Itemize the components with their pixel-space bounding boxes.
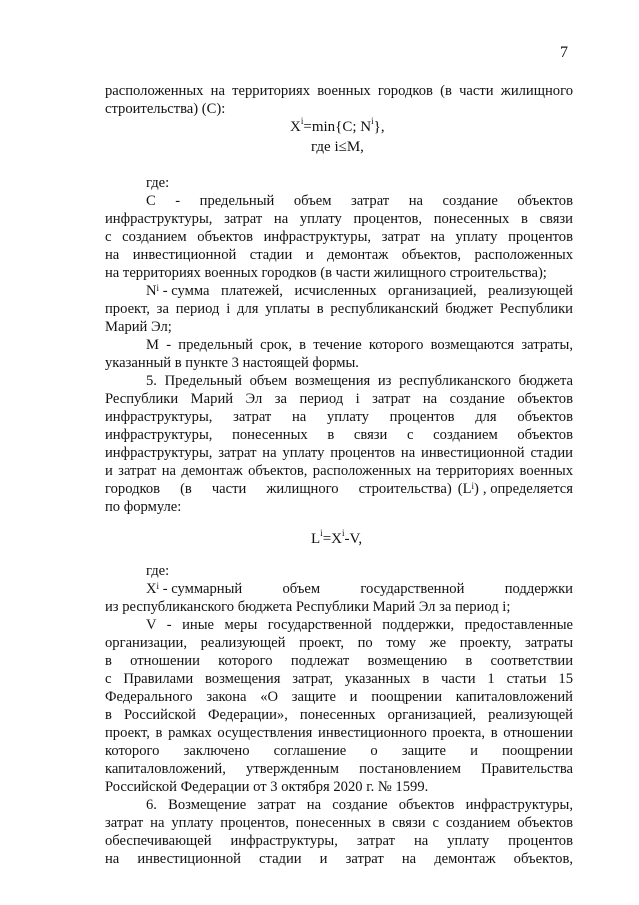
- formula-end: },: [373, 119, 385, 135]
- page-number: 7: [560, 44, 568, 61]
- text-line: V - иные меры государственной поддержки, предоставленные: [146, 617, 573, 633]
- text-line: организации, реализующей проект, по тому же проекту, затраты: [105, 635, 573, 651]
- text-line: инфраструктуры, затрат на уплату процентов на инвестиционной стадии: [105, 445, 573, 461]
- text-line: на инвестиционной стадии и затрат на демонтаж объектов,: [105, 851, 573, 867]
- formula-sup: i: [156, 581, 160, 591]
- text-line: Российской Федерации от 3 октября 2020 г. № 1599.: [105, 779, 429, 795]
- text-line: в отношении которого подлежат возмещению в соответствии: [105, 653, 573, 669]
- text-line: M - предельный срок, в течение которого возмещаются затраты,: [146, 337, 573, 353]
- text-line: где:: [146, 175, 170, 191]
- text-line: с Правилами возмещения затрат, указанных в части 1 статьи 15: [105, 671, 573, 687]
- formula-sup: i: [300, 116, 304, 126]
- text-line: [105, 480, 573, 498]
- text-line: указанный в пункте 3 настоящей формы.: [105, 355, 359, 371]
- text-line: по формуле:: [105, 499, 182, 515]
- text-line: на территориях военных городков (в части жилищного строительства);: [105, 265, 547, 281]
- symbol: (L: [457, 481, 472, 497]
- formula-rhs: =min{C; N: [303, 119, 372, 135]
- text-line: инфраструктуры, понесенных в связи с созданием объектов: [105, 427, 573, 443]
- text-line: затрат на уплату процентов, понесенных в связи с созданием объектов: [105, 815, 573, 831]
- text-line: Республики Марий Эл за период i затрат на создание объектов: [105, 391, 573, 407]
- text-line: Федерального закона «О защите и поощрении капиталовложений: [105, 689, 573, 705]
- text-line: которого заключено соглашение о защите и поощрении: [105, 743, 573, 759]
- text-line: 5. Предельный объем возмещения из республиканского бюджета: [146, 373, 573, 389]
- text-line: инфраструктуры, затрат на уплату процентов для объектов: [105, 409, 573, 425]
- text-span: , определяется: [482, 481, 573, 497]
- text-span: сумма платежей, исчисленных организацией, реализующей: [171, 283, 573, 299]
- text-span: городков (в части жилищного строительства): [105, 481, 452, 497]
- formula-end: -V,: [344, 531, 363, 547]
- symbol: N: [146, 283, 157, 299]
- formula-condition: где i≤M,: [311, 139, 364, 155]
- text-line: в Российской Федерации», понесенных организацией, реализующей: [105, 707, 573, 723]
- formula-sup: i: [320, 528, 323, 538]
- formula-sup: i: [156, 283, 160, 293]
- symbol: -: [159, 581, 172, 597]
- text-span: суммарный объем государственной поддержки: [171, 581, 573, 597]
- text-line: строительства) (C):: [105, 101, 226, 117]
- text-line: проект, в рамках осуществления инвестиционного проекта, в отношении: [105, 725, 573, 741]
- text-line: где:: [146, 563, 170, 579]
- text-line: инфраструктуры, затрат на уплату процентов, понесенных в связи: [105, 211, 573, 227]
- text-line: [146, 282, 573, 300]
- formula-mid: =X: [322, 531, 342, 547]
- text-line: проект, за период i для уплаты в республиканский бюджет Республики: [105, 301, 573, 317]
- formula-sup: i: [471, 481, 475, 491]
- formula-lhs: X: [290, 119, 301, 135]
- formula-sup: i: [371, 116, 374, 126]
- text-line: и затрат на демонтаж объектов, расположенных на территориях военных: [105, 463, 573, 479]
- symbol: -: [159, 283, 172, 299]
- symbol: X: [146, 581, 157, 597]
- text-line: на инвестиционной стадии и демонтаж объектов, расположенных: [105, 247, 573, 263]
- symbol: ): [474, 481, 479, 497]
- formula-x: [290, 116, 385, 136]
- text-line: обеспечивающей инфраструктуры, затрат на уплату процентов: [105, 833, 573, 849]
- text-line: расположенных на территориях военных городков (в части жилищного: [105, 83, 573, 99]
- text-line: C - предельный объем затрат на создание объектов: [146, 193, 573, 209]
- text-line: Марий Эл;: [105, 319, 172, 335]
- text-line: из республиканского бюджета Республики Марий Эл за период i;: [105, 599, 511, 615]
- text-line: [146, 580, 573, 598]
- text-line: капиталовложений, утвержденным постановлением Правительства: [105, 761, 573, 777]
- text-line: 6. Возмещение затрат на создание объектов инфраструктуры,: [146, 797, 573, 813]
- formula-l: [311, 528, 363, 548]
- formula-sup: i: [341, 528, 345, 538]
- formula-lhs: L: [311, 531, 321, 547]
- text-line: с созданием объектов инфраструктуры, затрат на уплату процентов: [105, 229, 573, 245]
